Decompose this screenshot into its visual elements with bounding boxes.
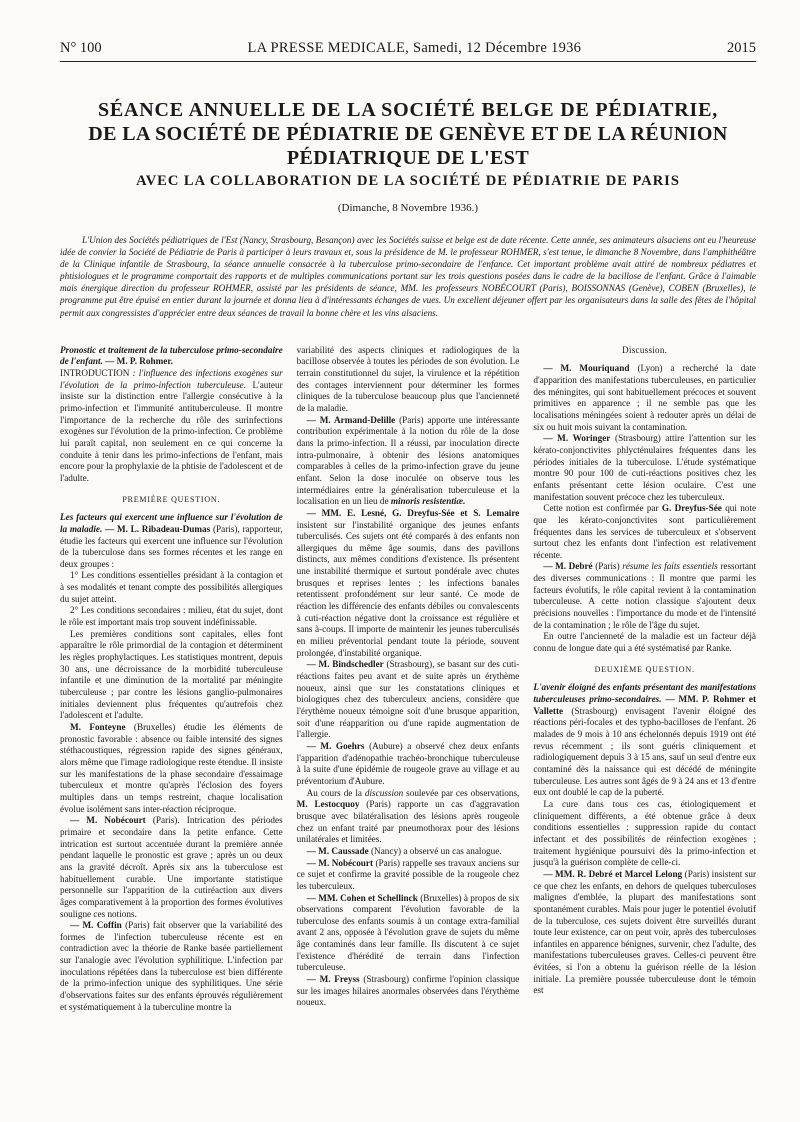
paragraph — [60, 512, 283, 570]
latin-term: minoris resistentiæ. — [390, 496, 466, 507]
text: (Paris) rapporte un cas d'aggravation brusque avec bilatéralisation des lésions après rougeole chez un enfant traité par pneumothorax pour des lésions unilatérales et limitées. — [296, 799, 520, 845]
section-heading: DEUXIÈME QUESTION. — [594, 664, 695, 674]
issue-number: N° 100 — [60, 40, 102, 56]
text: Au cours de la — [306, 787, 362, 798]
title-line-1: SÉANCE ANNUELLE DE LA SOCIÉTÉ BELGE DE PÉDIATRIE, — [97, 99, 719, 121]
author: — M. L. Ribadeau-Dumas — [105, 523, 211, 534]
author: — MM. E. Lesné, G. Dreyfus-Sée et S. Lemaire — [306, 507, 520, 518]
journal-title: LA PRESSE MEDICALE, Samedi, 12 Décembre 1936 — [247, 40, 582, 56]
paragraph — [60, 722, 283, 815]
paragraph — [297, 893, 520, 975]
text: (Bruxelles) étudie les éléments de pronostic favorable : absence ou faible intensité des signes stéthacoustiques, régression rapide des signes généraux, alors même que l'image radiologique reste étendue. Il insiste sur les manifestations de la phase secondaire d'essaimage tuberculeux et montre qu'après l'éclosion des foyers multiples dans un temps restreint, chaque localisation évolue isolément sans inter-réaction réciproque. — [60, 722, 283, 814]
label: INTRODUCTION — [60, 367, 130, 378]
article-title-block — [60, 98, 756, 214]
text: (Strasbourg) envisagent l'avenir éloigné des réactions péri-focales et des typho-bacilloses de l'enfant. 26 malades de 9 mois à 10 ans échelonnés depuis 1919 ont été revus récemment ; ils sont guéris cliniquement et radiologiquement depuis 3 à 15 ans, sauf un seul d'entre eux contaminé dès la naissance qui est décédé de méningite tuberculeuse. Les autres sont âgés de 9 à 24 ans et 13 d'entre eux ont doublé le cap de la puberté. — [533, 705, 757, 798]
author: — M. Woringer — [543, 433, 611, 444]
author: — M. Caussade — [306, 845, 369, 856]
author: — M. Nobécourt — [306, 857, 374, 868]
paragraph — [60, 345, 283, 485]
text: (Strasbourg) attire l'attention sur les kérato-conjonctivites phlycténulaires fréquentes dans les périodes initiales de la tuberculose. L'étude systématique montre 90 pour 100 de cuti-réactions positives chez les enfants présentant cette lésion oculaire. C'est une manifestation souvent précoce chez les tuberculeux. — [533, 433, 757, 502]
text: (Strasbourg) confirme l'opinion classique sur les images hilaires anormales observées dans l'érythème noueux. — [296, 974, 520, 1008]
title-line-3: AVEC LA COLLABORATION DE LA SOCIÉTÉ DE PÉDIATRIE DE PARIS — [136, 173, 680, 189]
section-heading: Discussion. — [622, 344, 668, 355]
paragraph — [533, 433, 756, 503]
section-heading: PREMIÈRE QUESTION. — [122, 494, 221, 504]
paragraph — [297, 858, 520, 893]
column-1 — [60, 345, 283, 1014]
text: (Nancy) a observé un cas analogue. — [371, 845, 502, 856]
text-columns — [60, 345, 756, 1014]
paragraph — [297, 741, 520, 788]
emphasis: discussion — [364, 787, 404, 798]
subtitle: : l'influence des infections exogènes sur l'évolution de la primo-infection tuberculeuse. — [60, 367, 283, 390]
paragraph: La cure dans tous ces cas, étiologiquement et cliniquement différents, a été obtenue grâce à deux conditions essentielles : suppression rapide du contact infectant et des possibilités de réinfection exogènes ; traitement hygiénique poursuivi dès la primo-infection et jusqu'à la guérison complète de celle-ci. — [533, 798, 757, 868]
paragraph — [533, 363, 756, 433]
paragraph: 1° Les conditions essentielles présidant à la contagion et à ses modalités et tenant compte des possibilités allergiques du sujet atteint. — [60, 570, 283, 604]
author: — M. Bindschedler — [306, 659, 384, 670]
author: — MM. P. Rohmer et Vallette — [533, 694, 757, 716]
paragraph — [297, 508, 520, 660]
author: M. Lestocquoy — [296, 799, 360, 810]
paragraph — [533, 503, 756, 561]
text: (Lyon) a recherché la date d'apparition des manifestations tuberculeuses, en particulier des méningites, qui sont habituellement précoces et souvent primitives en apparence ; il ne semble pas que les localisations méningées soient à redouter après un délai de six ou huit mois suivant la contamination. — [533, 363, 757, 432]
session-date: (Dimanche, 8 Novembre 1936.) — [337, 202, 479, 214]
paragraph: variabilité des aspects cliniques et radiologiques de la bacillose observée à toutes les périodes de son évolution. Le terrain constitutionnel du sujet, la virulence et la répétition des contages interviennent pour déterminer les formes cliniques de la tuberculose beaucoup plus que l'ancienneté de la maladie. — [296, 344, 520, 413]
paragraph: 2° Les conditions secondaires : milieu, état du sujet, dont le rôle est important mais trop souvent indéfinissable. — [60, 605, 283, 628]
text: (Paris) — [595, 561, 620, 572]
text: ressortant des diverses communications : Il montre que parmi les facteurs évolutifs, le rôle capital revient à la contamination tuberculeuse. A cette notion classique s'ajoutent deux précisions nouvelles : l'importance du mode et de l'intensité de la contamination ; le rôle de l'âge du sujet. — [533, 561, 757, 630]
text: (Strasbourg), se basant sur des cuti-réactions faites peu avant et de suite après un érythème noueux, ainsi que sur les constatations cliniques et biologiques chez des tuberculeux anciens, considère que l'érythème noueux témoigne soit d'une brusque apparition, soit d'une réapparition ou d'une rapide augmentation de l'allergie. — [296, 659, 520, 740]
author: — M. Goehrs — [306, 740, 365, 751]
author: M. Fonteyne — [70, 722, 126, 732]
heading: L'avenir éloigné des enfants présentant des manifestations tuberculeuses primo-secondaires. — [533, 682, 757, 705]
author: — M. Freyss — [306, 974, 360, 985]
paragraph — [297, 659, 520, 741]
author: — M. Nobécourt — [70, 815, 146, 826]
page-number: 2015 — [727, 40, 756, 56]
running-header — [60, 40, 756, 62]
text: insistent sur l'instabilité organique des jeunes enfants tuberculisés. Ces sujets ont été comparés à des enfants non allergiques du même âge soumis, dans des pavillons distincts, aux mêmes conditions d'existence. Ils présentent une instabilité thermique et surtout pondérale avec chutes brusques et reprises lentes ; les infections banales retentissent profondément sur leur santé. Ce mode de réaction les différencie des enfants débiles ou convalescents à cuti-réaction négative dont la croissance est régulière et sans à-coups. Il importe de maintenir les jeunes tuberculisés en milieu préventorial pendant toute la période, souvent prolongée, d'instabilité organique. — [296, 519, 520, 658]
text: (Paris) fait observer que la variabilité des formes de l'infection tuberculeuse récente est en contradiction avec la théorie de Ranke basée partiellement sur l'analogie avec l'évolution syphilitique. L'infection par inoculations répétées dans la tuberculose est bien différente de la primo-infection unique des syphilitiques. Une série d'observations faites sur des enfants éprouvés régulièrement et systématiquement à la tuberculine montre la — [60, 920, 283, 1012]
paragraph — [533, 869, 756, 997]
heading: Pronostic et traitement de la tuberculose primo-secondaire de l'enfant. — [60, 344, 283, 367]
text: (Paris) rappelle ses travaux anciens sur ce sujet et confirme la gravité possible de la rougeole chez les tuberculeux. — [296, 857, 520, 891]
text: (Paris) insistent sur ce que chez les enfants, en dehors de quelques tuberculoses malignes d'emblée, la plupart des manifestations sont spontanément curables. Mais pour juger le potentiel évolutif de la tuberculose, ces sujets doivent être surveillés durant toute leur existence, car on peut voir, après des tuberculoses infantiles en apparence bénignes, survenir, chez l'adulte, des manifestations tuberculeuses graves. Celles-ci peuvent être évitées, si l'on a obtenu la guérison réelle de la lésion initiale. La première poussée tuberculeuse dont le témoin est — [533, 868, 757, 996]
paragraph — [297, 974, 520, 1009]
text: Cette notion est confirmée par — [543, 503, 659, 514]
author: — M. Armand-Delille — [306, 414, 396, 425]
emphasis: résume les faits essentiels — [622, 561, 718, 572]
paragraph: En outre l'ancienneté de la maladie est un facteur déjà connu de longue date qui a été systématisé par Ranke. — [533, 631, 757, 654]
paragraph — [533, 561, 756, 631]
paragraph: Les premières conditions sont capitales, elles font apparaître le rôle primordial de la contagion et déterminent les règles prophylactiques. Les statistiques montrent, depuis 30 ans, une décroissance de la morbidité tuberculeuse infantile et une diminution de la mortalité par méningite tuberculeuse ; par contre les lésions ganglio-pulmonaires initiales deviennent plus fréquentes qu'autrefois chez l'adolescent et l'adulte. — [60, 628, 283, 721]
page — [0, 40, 800, 1122]
author: — M. Coffin — [70, 920, 122, 931]
text: (Aubure) a observé chez deux enfants l'apparition d'adénopathie trachéo-bronchique tuberculeuse à la suite d'une épidémie de rougeole grave au village et au préventorium d'Aubure. — [296, 740, 520, 786]
paragraph — [297, 415, 520, 508]
column-2 — [297, 345, 520, 1014]
text: (Bruxelles) à propos de six observations comparent l'évolution favorable de la tuberculose des enfants soumis à un contage extra-familial avant 2 ans, opposée à l'évolution grave de sujets du même âge contaminés dans leur famille. Ils discutent à ce sujet l'existence d'hérédité de terrain dans l'infection tuberculeuse. — [296, 892, 520, 973]
paragraph — [60, 815, 283, 920]
text: soulevée par ces observations, — [406, 787, 520, 798]
text: (Paris), rapporteur, étudie les facteurs qui exercent une influence sur l'évolution de la tuberculose dans ses formes récentes et les range en deux groupes : — [60, 523, 283, 569]
paragraph — [297, 788, 520, 846]
intro-paragraph: L'Union des Sociétés pédiatriques de l'Est (Nancy, Strasbourg, Besançon) avec les Sociétés suisse et belge est de date récente. Cette année, ses animateurs alsaciens ont eu l'heureuse idée de convier la Société de Pédiatrie de Paris à participer à leurs travaux et, sous la présidence de M. le professeur ROHMER, s'est tenue, le dimanche 8 Novembre, dans l'amphithéâtre de la Clinique infantile de Strasbourg, la séance annuelle consacrée à la tuberculose primo-secondaire de l'enfance. Cet important problème avait attiré de nombreux pédiatres et phtisiologues et le programme comportait des rapports et de multiples communications portant sur les trois questions posées dans le cadre de la bacillose de l'enfant. Grâce à l'aimable mais énergique direction du professeur ROHMER, assisté par les présidents de séance, MM. les professeurs NOBÉCOURT (Paris), BOISSONNAS (Genève), COBEN (Bruxelles), le programme put être épuisé en entier durant la journée et donna lieu à d'intéressants échanges de vues. Un excellent déjeuner offert par les organisateurs dans la salle des fêtes de l'hôpital permit aux congressistes d'apprécier entre deux séances de travail la bonne chère et les vins alsaciens. — [60, 235, 756, 318]
paragraph — [60, 920, 283, 1013]
author: — MM. R. Debré et Marcel Lelong — [543, 868, 683, 879]
paragraph — [533, 682, 756, 799]
column-3 — [533, 345, 756, 1014]
text: qui note que les kérato-conjonctivites sont particulièrement fréquentes dans les services de tuberculeux et s'observent surtout chez les enfants dont l'infection est relativement récente. — [533, 503, 757, 560]
text: (Paris) apporte une intéressante contribution expérimentale à la notion du rôle de la dose dans la primo-infection. Il a réussi, par inoculation directe intra-pulmonaire, à obtenir des lésions anatomiques comparables à celles de la primo-infection grave du jeune enfant. Selon la dose inoculée on observe tous les intermédiaires entre la généralisation tuberculeuse et la localisation en un lieu de — [296, 414, 520, 507]
title-line-2: DE LA SOCIÉTÉ DE PÉDIATRIE DE GENÈVE ET DE LA RÉUNION PÉDIATRIQUE DE L'EST — [88, 123, 728, 169]
author: G. Dreyfus-Sée — [661, 503, 722, 514]
author: — M. Mouriquand — [543, 363, 630, 374]
author: — M. Debré — [543, 561, 593, 572]
author: — MM. Cohen et Schellinck — [306, 892, 418, 903]
text: L'auteur insiste sur la distinction entre l'allergie consécutive à la primo-infection et l'immunité antituberculeuse. Il montre l'importance de la recherche du rôle des surinfections exogènes sur l'évolution de la primo-infection. Ce problème lui paraît capital, non seulement en ce qui concerne la conduite à tenir dans les primo-infections de l'enfant, mais encore pour la prophylaxie de la phtisie de l'adolescent et de l'adulte. — [60, 379, 283, 483]
author: — M. P. Rohmer. — [105, 356, 173, 367]
paragraph — [297, 846, 520, 858]
text: (Paris). Intrication des périodes primaire et secondaire dans la petite enfance. Cette intrication est surtout accentuée durant la première année pendant laquelle le pronostic est grave ; après un ou deux ans la gravité décroît. Après six ans la tuberculose est habituellement curable. Une importante statistique personnelle sur l'apparition de la cutiréaction aux divers âges comparativement à la proportion des formes évolutives souligne ces notions. — [60, 815, 283, 919]
heading: Les facteurs qui exercent une influence sur l'évolution de la maladie. — [60, 512, 283, 534]
